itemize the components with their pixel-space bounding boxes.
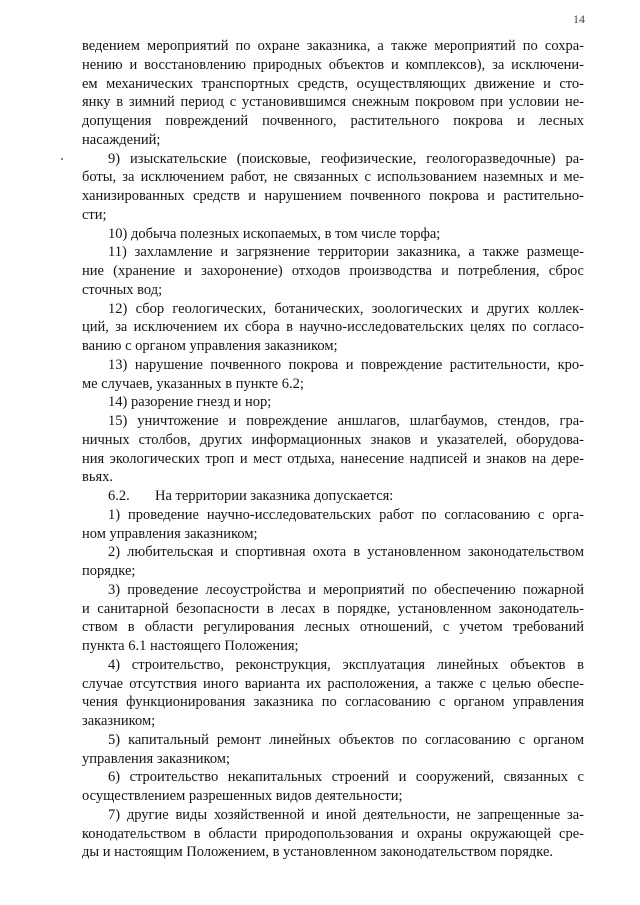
text-line: заказником; xyxy=(82,713,156,729)
text-line: ем механических транспортных средств, осуществляющих движение и сто- xyxy=(82,75,584,92)
text-line: насаждений; xyxy=(82,131,161,148)
section-title: На территории заказника допускается: xyxy=(155,488,394,504)
text-line: 13) нарушение почвенного покрова и повреждение растительности, кро- xyxy=(108,356,584,373)
text-line: 5) капитальный ремонт линейных объектов по согласованию с органом xyxy=(108,731,584,748)
list-item xyxy=(82,806,584,862)
text-line: ние (хранение и захоронение) отходов производства и потребления, сброс xyxy=(82,263,584,279)
text-line: ды и настоящим Положением, в установленном законодательством порядке. xyxy=(82,844,554,861)
section-number: 6.2. xyxy=(108,488,130,504)
text-line: 12) сбор геологических, ботанических, зоологических и других коллек- xyxy=(108,300,584,317)
paragraph xyxy=(82,393,584,412)
text-line: сточных вод; xyxy=(82,281,163,298)
text-line: вьях. xyxy=(82,469,114,486)
text-line: случае отсутствия иного варианта их расположения, а также с целью обеспе- xyxy=(82,675,584,692)
paragraph xyxy=(82,37,584,150)
document-body xyxy=(82,37,584,862)
text-line: нению и восстановлению природных объектов и комплексов), за исключени- xyxy=(82,56,584,73)
text-line: 11) захламление и загрязнение территории заказника, а также размеще- xyxy=(108,244,584,261)
text-line: 10) добыча полезных ископаемых, в том числе торфа; xyxy=(108,225,441,242)
prohibited-activities-list xyxy=(82,37,584,487)
text-line: ведением мероприятий по охране заказника, а также мероприятий по сохра- xyxy=(82,38,584,54)
text-line: ния экологических троп и мест отдыха, нанесение надписей и знаков на дере- xyxy=(82,450,584,467)
text-line: боты, за исключением работ, не связанных с использованием наземных и ме- xyxy=(82,169,584,186)
text-line: 15) уничтожение и повреждение аншлагов, шлагбаумов, стендов, гра- xyxy=(108,413,584,429)
paragraph xyxy=(82,150,584,225)
list-item xyxy=(82,656,584,731)
text-line: ничных столбов, других информационных знаков и указателей, оборудова- xyxy=(82,431,584,448)
list-item xyxy=(82,506,584,544)
text-line: ме случаев, указанных в пункте 6.2; xyxy=(82,375,304,392)
text-line: конодательством в области природопользования и охраны окружающей сре- xyxy=(82,825,584,842)
text-line: сти; xyxy=(82,206,107,223)
text-line: порядке; xyxy=(82,563,136,579)
text-line: ством в области регулирования лесных отношений, с учетом требований xyxy=(82,619,584,636)
section-heading xyxy=(82,487,584,506)
paragraph xyxy=(82,243,584,299)
permitted-activities-list xyxy=(82,506,584,862)
text-line: 1) проведение научно-исследовательских работ по согласованию с орга- xyxy=(108,506,584,523)
text-line: янку в зимний период с установившимся снежным покровом при условии не- xyxy=(82,94,584,111)
text-line: управления заказником; xyxy=(82,750,230,767)
text-line: 6) строительство некапитальных строений и сооружений, связанных с xyxy=(108,769,584,786)
text-line: 3) проведение лесоустройства и мероприятий по обеспечению пожарной xyxy=(108,581,584,598)
text-line: пункта 6.1 настоящего Положения; xyxy=(82,638,299,654)
text-line: ванию с органом управления заказником; xyxy=(82,338,338,354)
text-line: ций, за исключением их сбора в научно-исследовательских целях по согласо- xyxy=(82,319,584,336)
text-line: 7) другие виды хозяйственной и иной деятельности, не запрещенные за- xyxy=(108,806,584,823)
list-item xyxy=(82,581,584,656)
paragraph xyxy=(82,225,584,244)
paragraph xyxy=(82,356,584,394)
text-line: осуществлением разрешенных видов деятельности; xyxy=(82,788,403,804)
text-line: 4) строительство, реконструкция, эксплуатация линейных объектов в xyxy=(108,656,584,673)
scan-speck xyxy=(61,158,63,160)
text-line: ханизированных средств и нарушением почвенного покрова и растительно- xyxy=(82,188,584,204)
list-item xyxy=(82,768,584,806)
paragraph xyxy=(82,300,584,356)
text-line: 9) изыскательские (поисковые, геофизические, геологоразведочные) ра- xyxy=(108,150,584,167)
text-line: и санитарной безопасности в лесах в порядке, установленном законодатель- xyxy=(82,600,584,617)
text-line: 2) любительская и спортивная охота в установленном законодательством xyxy=(108,544,584,561)
list-item xyxy=(82,731,584,769)
list-item xyxy=(82,543,584,581)
page-number: 14 xyxy=(573,12,585,26)
text-line: допущения повреждений почвенного, растительного покрова и лесных xyxy=(82,113,584,129)
paragraph xyxy=(82,412,584,487)
text-line: 14) разорение гнезд и нор; xyxy=(108,394,272,411)
text-line: ном управления заказником; xyxy=(82,525,258,542)
text-line: чения функционирования заказника по согласованию с органом управления xyxy=(82,694,584,711)
